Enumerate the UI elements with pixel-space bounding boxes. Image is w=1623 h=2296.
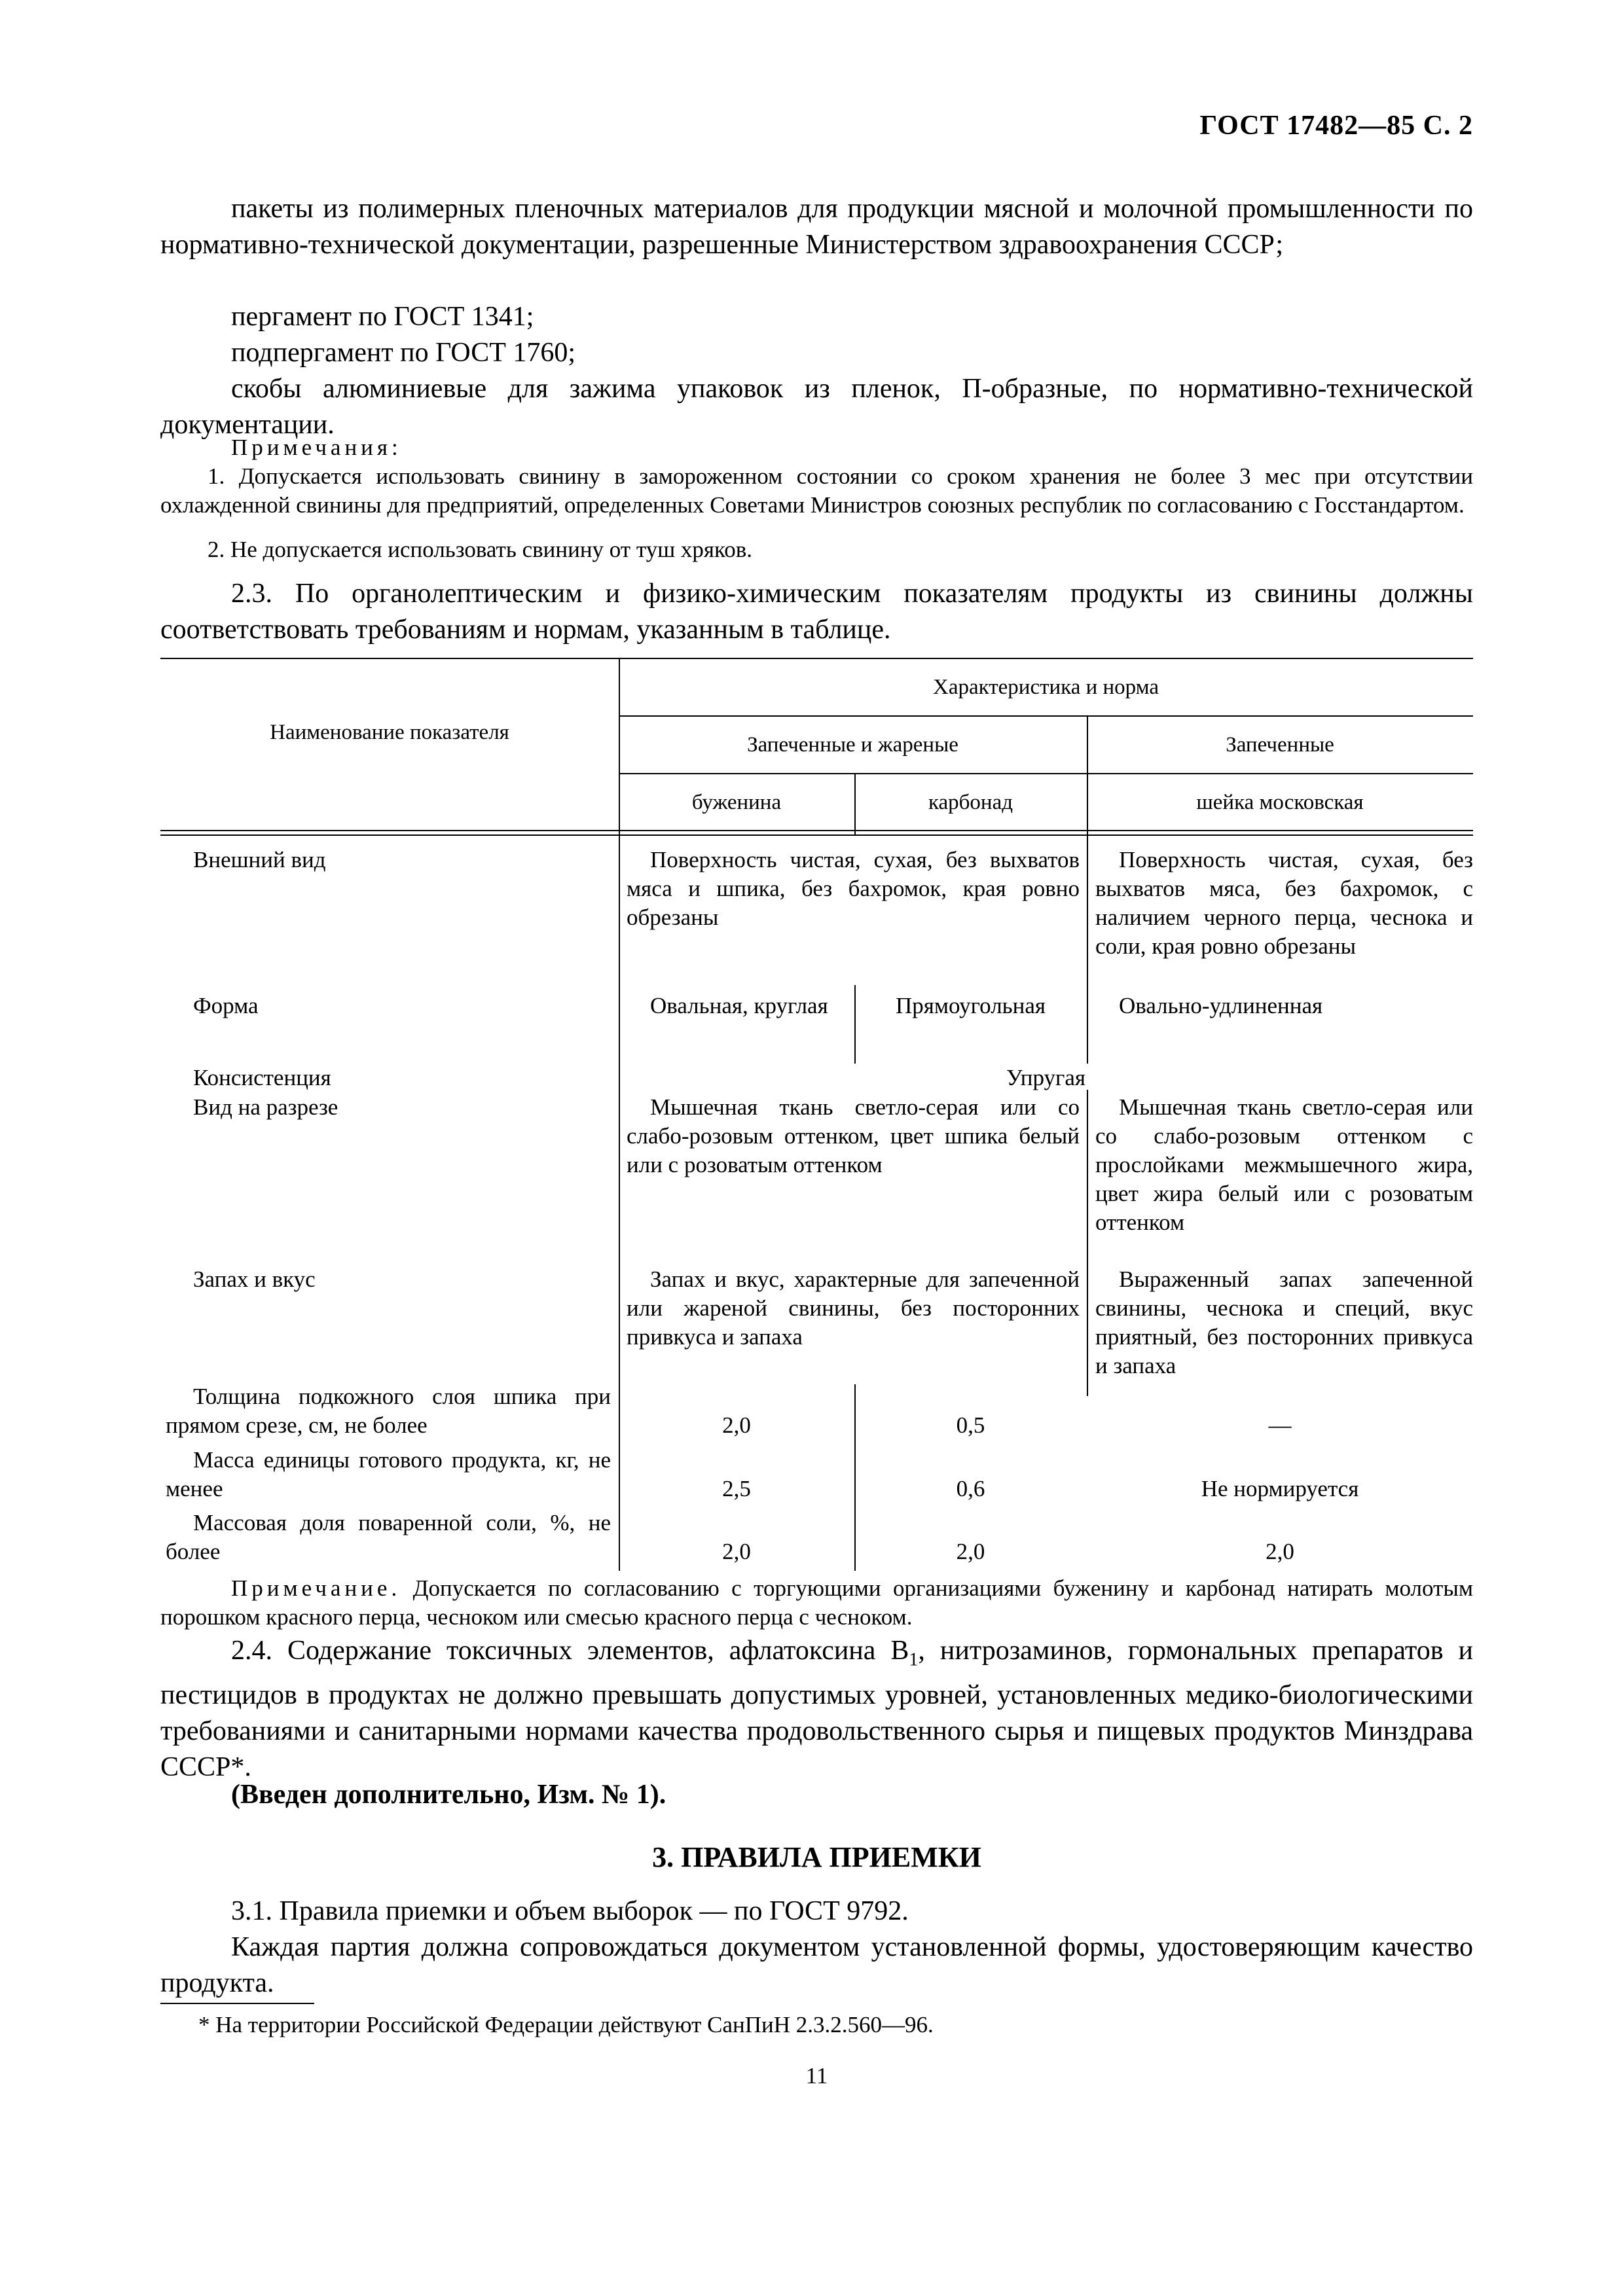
- row-shape-name: Форма: [193, 993, 259, 1018]
- row-shape-sheika: Овально-удлиненная: [1119, 993, 1323, 1018]
- table-note: [160, 1574, 1473, 1632]
- row-look-baked: Поверхность чистая, сухая, без выхватов мяса, без бахромок, с наличием черного перца, чеснока и соли, края ровно обрезаны: [1095, 847, 1473, 959]
- paragraph-3-2: Каждая партия должна сопровождаться документом установленной формы, удостоверяющим качество продукта.: [160, 1932, 1473, 1998]
- paragraph-2-4-a: 2.4. Содержание токсичных элементов, афлатоксина В: [231, 1636, 909, 1666]
- header-baked-fried: Запеченные и жареные: [747, 733, 958, 757]
- header-baked: Запеченные: [1226, 733, 1334, 757]
- row-smell-baked: Выраженный запах запеченной свинины, чеснока и специй, вкус приятный, без посторонних привкуса и запаха: [1095, 1266, 1473, 1378]
- row-salt-name: Массовая доля поваренной соли, %, не более: [166, 1510, 611, 1564]
- table-note-label: Примечание.: [231, 1575, 401, 1601]
- header-sheika: шейка московская: [1196, 791, 1364, 814]
- page-number: 11: [805, 2063, 828, 2089]
- paragraph-clips: скобы алюминиевые для зажима упаковок из пленок, П-образные, по нормативно-технической документации.: [160, 374, 1473, 440]
- row-fat-karbonad: 0,5: [956, 1412, 985, 1438]
- row-salt-karbonad: 2,0: [956, 1539, 985, 1564]
- table-col-rule: [1087, 1090, 1088, 1396]
- row-mass-sheika: Не нормируется: [1201, 1476, 1359, 1501]
- footnote-rule: [160, 2003, 314, 2004]
- row-fat-sheika: —: [1268, 1412, 1292, 1438]
- paragraph-3-1: 3.1. Правила приемки и объем выборок — по ГОСТ 9792.: [231, 1896, 909, 1926]
- row-cut-baked: Мышечная ткань светло-серая или со слабо-розовым оттенком с прослойками межмышечного жира, цвет жира белый или с розоватым оттенком: [1095, 1094, 1473, 1235]
- table-note-text: Допускается по согласованию с торгующими организациями буженину и карбонад натирать молотым порошком красного перца, чесноком или смесью красного перца с чесноком.: [160, 1575, 1473, 1630]
- document-page: [160, 0, 1473, 2296]
- header-karbonad: карбонад: [928, 791, 1013, 814]
- paragraph-2-4-b: , нитрозаминов, гормональных препаратов и пестицидов в продуктах не должно превышать допустимых уровней, установленных медико-биологическими требованиями и санитарными нормами качества продовольственного сырья и пищевых продуктов Минздрава СССР*.: [160, 1636, 1473, 1783]
- page-header: ГОСТ 17482—85 С. 2: [1199, 111, 1473, 141]
- row-mass-karbonad: 0,6: [956, 1476, 985, 1501]
- row-look-name: Внешний вид: [193, 847, 326, 872]
- row-salt-buzhenina: 2,0: [722, 1539, 751, 1564]
- quality-table: [160, 658, 1473, 1571]
- row-consistency-value: Упругая: [1006, 1065, 1085, 1090]
- notes-title: Примечания:: [231, 435, 402, 460]
- row-salt-sheika: 2,0: [1266, 1539, 1294, 1564]
- paragraph-2-3: 2.3. По органолептическим и физико-химическим показателям продукты из свинины должны соответствовать требованиям и нормам, указанным в таблице.: [160, 579, 1473, 645]
- table-header-rule: [160, 830, 1473, 831]
- paragraph-subparchment: подпергамент по ГОСТ 1760;: [231, 338, 576, 368]
- footnote: * На территории Российской Федерации действуют СанПиН 2.3.2.560—96.: [198, 2012, 934, 2037]
- table-col-rule: [1087, 834, 1088, 1064]
- paragraph-parchment: пергамент по ГОСТ 1341;: [231, 302, 534, 332]
- row-fat-buzhenina: 2,0: [722, 1412, 751, 1438]
- row-fat-name: Толщина подкожного слоя шпика при прямом срезе, см, не более: [166, 1384, 611, 1438]
- header-indicator-name: Наименование показателя: [270, 721, 509, 744]
- row-consistency-name: Консистенция: [193, 1065, 331, 1090]
- paragraph-packages: пакеты из полимерных пленочных материалов для продукции мясной и молочной промышленности по нормативно-технической документации, разрешенные Министерством здравоохранения СССР;: [160, 194, 1473, 260]
- row-mass-name: Масса единицы готового продукта, кг, не менее: [166, 1447, 611, 1501]
- aflatoxin-subscript: 1: [909, 1649, 919, 1670]
- header-buzhenina: буженина: [691, 791, 782, 814]
- row-shape-buzhenina: Овальная, круглая: [650, 993, 828, 1018]
- table-rule: [619, 773, 1473, 774]
- row-cut-baked-fried: Мышечная ткань светло-серая или со слабо-розовым оттенком, цвет шпика белый или с розоватым оттенком: [627, 1094, 1080, 1177]
- row-smell-baked-fried: Запах и вкус, характерные для запеченной или жареной свинины, без посторонних привкуса и запаха: [627, 1266, 1080, 1350]
- section-title: 3. ПРАВИЛА ПРИЕМКИ: [652, 1841, 981, 1873]
- paragraph-2-4: [160, 1633, 1473, 1785]
- row-smell-name: Запах и вкус: [193, 1266, 316, 1292]
- row-shape-karbonad: Прямоугольная: [895, 993, 1046, 1018]
- note-2: 2. Не допускается использовать свинину от туш хряков.: [208, 537, 753, 562]
- table-top-rule: [160, 658, 1473, 659]
- note-1: 1. Допускается использовать свинину в замороженном состоянии со сроком хранения не более 3 мес при отсутствии охлажденной свинины для предприятий, определенных Советами Министров союзных республик по согласованию с Госстандартом.: [160, 463, 1473, 518]
- row-mass-buzhenina: 2,5: [722, 1476, 751, 1501]
- table-rule: [619, 715, 1473, 717]
- table-header-rule-double: [160, 834, 1473, 836]
- header-characteristic: Характеристика и норма: [933, 675, 1159, 699]
- amendment-note: (Введен дополнительно, Изм. № 1).: [231, 1780, 666, 1810]
- row-look-baked-fried: Поверхность чистая, сухая, без выхватов мяса и шпика, без бахромок, края ровно обрезаны: [627, 847, 1080, 930]
- row-cut-name: Вид на разрезе: [193, 1094, 338, 1120]
